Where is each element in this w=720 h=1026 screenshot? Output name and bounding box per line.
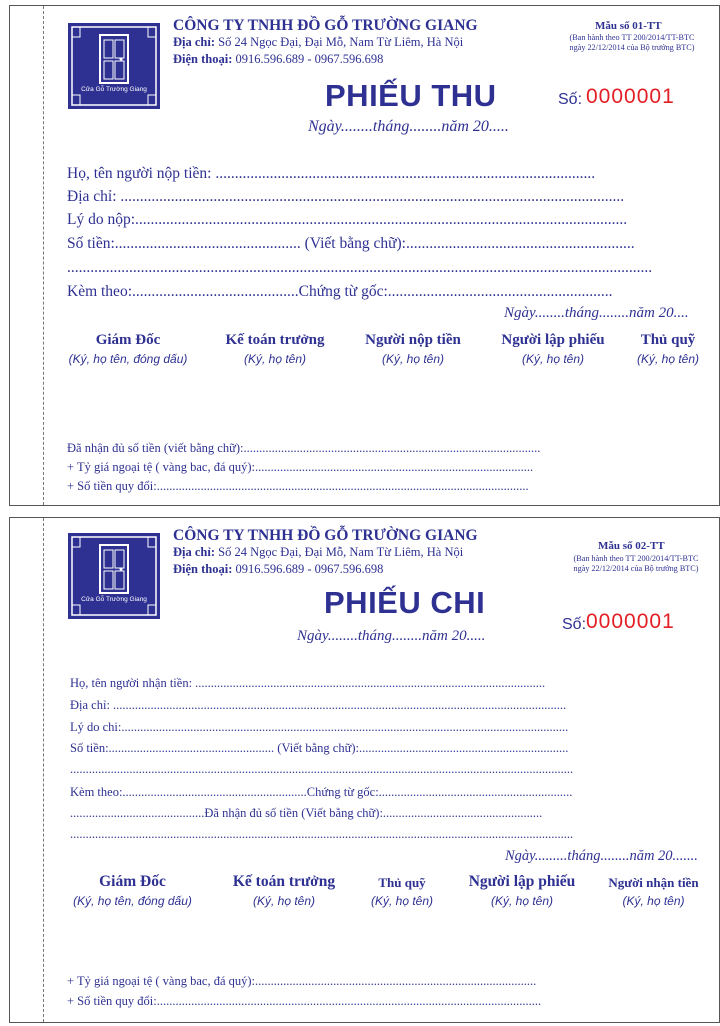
address-field[interactable]: Địa chỉ: ................................................................................................................................................. — [70, 698, 567, 712]
signature-role: Thủ quỹ — [378, 875, 426, 890]
issue-date: Ngày........tháng........năm 20..... — [297, 628, 486, 644]
form-note — [562, 554, 710, 574]
payer-name-field[interactable]: Họ, tên người nộp tiền: .................................................................................................. — [67, 165, 596, 182]
form-number: Mẫu số 01-TT — [595, 20, 662, 32]
form-number: Mẫu số 02-TT — [598, 540, 665, 552]
signature-payer — [348, 332, 478, 366]
amount-field[interactable]: Số tiền:................................................ (Viết bằng chữ):........................................................... — [67, 235, 635, 252]
signature-recipient — [596, 875, 711, 908]
company-logo — [68, 23, 160, 109]
perforation-line — [43, 6, 44, 505]
attachments-field[interactable]: Kèm theo:...........................................................Chứng từ gốc:.............................................................. — [70, 785, 573, 799]
amount-field[interactable]: Số tiền:..................................................... (Viết bằng chữ):................................................................... — [70, 741, 569, 755]
sign-date: Ngày.........tháng........năm 20....... — [505, 848, 698, 864]
attachments-field[interactable]: Kèm theo:...........................................Chứng từ gốc:.......................................................... — [67, 283, 613, 300]
company-name: CÔNG TY TNHH ĐỒ GỖ TRƯỜNG GIANG — [173, 17, 478, 34]
logo-text: Cửa Gỗ Trường Giang — [81, 86, 147, 93]
voucher-number: 0000001 — [586, 85, 675, 108]
company-logo — [68, 533, 160, 619]
document-title: PHIẾU CHI — [324, 585, 486, 620]
phone-value: 0916.596.689 - 0967.596.698 — [235, 562, 384, 576]
exchange-rate-field[interactable]: + Tỷ giá ngoại tệ ( vàng bac, đá quý):......................................................................................... — [67, 460, 534, 474]
amount-words-continuation[interactable]: ....................................................................................................................................................... — [67, 259, 653, 276]
signature-role: Giám Đốc — [99, 873, 166, 890]
recipient-name-field[interactable]: Họ, tên người nhận tiền: ................................................................................................................ — [70, 676, 546, 690]
voucher-number: 0000001 — [586, 610, 675, 633]
signature-hint: (Ký, họ tên) — [381, 352, 445, 366]
address-value: Số 24 Ngọc Đại, Đại Mỗ, Nam Từ Liêm, Hà Nội — [218, 35, 464, 49]
phone-label: Điện thoại: — [173, 562, 233, 576]
exchange-rate-field[interactable]: + Tỷ giá ngoại tệ ( vàng bac, đá quý):.......................................................................................... — [67, 974, 537, 988]
company-address — [173, 35, 463, 50]
signature-role: Người nộp tiền — [365, 332, 461, 348]
perforation-line — [43, 518, 44, 1022]
signature-hint: (Ký, họ tên, đóng dấu) — [73, 894, 192, 908]
signature-hint: (Ký, họ tên) — [243, 352, 307, 366]
form-note — [558, 33, 706, 53]
signature-cashier — [628, 332, 708, 366]
signature-director — [62, 332, 194, 366]
signature-hint: (Ký, họ tên) — [370, 894, 434, 908]
received-amount-continuation[interactable]: ................................................................................................................................................................. — [70, 827, 574, 841]
address-label: Địa chỉ: — [173, 35, 216, 49]
form-note-line1: (Ban hành theo TT 200/2014/TT-BTC — [573, 554, 699, 563]
sign-date: Ngày........tháng........năm 20.... — [504, 305, 689, 321]
signature-director — [65, 873, 200, 908]
signature-role: Người nhận tiền — [608, 875, 699, 890]
form-note-line1: (Ban hành theo TT 200/2014/TT-BTC — [569, 33, 695, 42]
form-note-line2: ngày 22/12/2014 của Bộ trưởng BTC) — [569, 43, 695, 52]
converted-amount-field[interactable]: + Số tiền quy đổi:....................................................................................................................... — [67, 479, 529, 493]
received-amount-words[interactable]: Đã nhận đủ số tiền (viết bằng chữ):............................................................................................... — [67, 441, 541, 455]
signature-chief-accountant — [210, 332, 340, 366]
signature-preparer — [488, 332, 618, 366]
signature-role: Thủ quỹ — [640, 332, 696, 348]
number-label: Số: — [558, 91, 583, 108]
reason-field[interactable]: Lý do nộp:............................................................................................................................... — [67, 211, 628, 228]
document-title: PHIẾU THU — [325, 78, 497, 113]
address-label: Địa chỉ: — [173, 545, 216, 559]
logo-text: Cửa Gỗ Trường Giang — [81, 596, 147, 603]
signature-hint: (Ký, họ tên) — [622, 894, 685, 908]
form-note-line2: ngày 22/12/2014 của Bộ trưởng BTC) — [573, 564, 699, 573]
amount-words-continuation[interactable]: ................................................................................................................................................................. — [70, 762, 574, 776]
signature-role: Kế toán trưởng — [232, 873, 336, 890]
signature-hint: (Ký, họ tên) — [490, 894, 554, 908]
signature-hint: (Ký, họ tên) — [636, 352, 700, 366]
signature-hint: (Ký, họ tên) — [252, 894, 316, 908]
signature-hint: (Ký, họ tên) — [521, 352, 585, 366]
phone-value: 0916.596.689 - 0967.596.698 — [235, 52, 384, 66]
company-phone — [173, 562, 383, 577]
signature-preparer — [456, 873, 588, 908]
converted-amount-field[interactable]: + Số tiền quy đổi:........................................................................................................................... — [67, 994, 542, 1008]
address-field[interactable]: Địa chỉ: .................................................................................................................................. — [67, 188, 625, 205]
received-amount-words[interactable]: ...........................................Đã nhận đủ số tiền (Viết bằng chữ):................................................... — [70, 806, 543, 820]
signature-role: Kế toán trưởng — [225, 332, 325, 348]
signature-role: Người lập phiếu — [501, 332, 605, 348]
signature-chief-accountant — [216, 873, 352, 908]
number-label: Số: — [562, 616, 587, 633]
issue-date: Ngày........tháng........năm 20..... — [308, 118, 509, 135]
signature-role: Giám Đốc — [95, 332, 161, 348]
address-value: Số 24 Ngọc Đại, Đại Mỗ, Nam Từ Liêm, Hà Nội — [218, 545, 464, 559]
signature-role: Người lập phiếu — [468, 873, 576, 890]
company-phone — [173, 52, 383, 67]
receipt-voucher — [9, 5, 720, 506]
payment-voucher — [9, 517, 720, 1023]
signature-cashier — [362, 875, 442, 908]
company-name: CÔNG TY TNHH ĐỒ GỖ TRƯỜNG GIANG — [173, 527, 478, 544]
signature-hint: (Ký, họ tên, đóng dấu) — [68, 352, 188, 366]
phone-label: Điện thoại: — [173, 52, 233, 66]
company-address — [173, 545, 463, 560]
reason-field[interactable]: Lý do chi:............................................................................................................................................... — [70, 720, 569, 734]
